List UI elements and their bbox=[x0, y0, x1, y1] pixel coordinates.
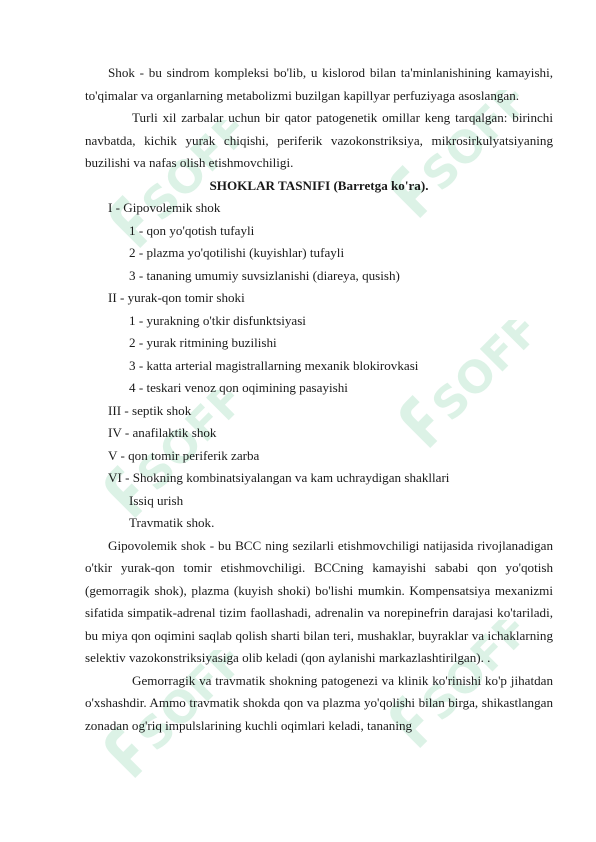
paragraph-intro: Shok - bu sindrom kompleksi bo'lib, u kislorod bilan ta'minlanishining kamayishi, to'qimalar va organlarning metabolizmi buzilgan kapillyar perfuziyaga asoslangan. bbox=[85, 65, 553, 103]
classification-list bbox=[85, 197, 553, 535]
document-body bbox=[85, 62, 553, 737]
class-label: V - qon tomir periferik zarba bbox=[108, 447, 260, 463]
class-label: VI - Shokning kombinatsiyalangan va kam uchraydigan shakllari bbox=[108, 470, 450, 485]
class-subitem: Travmatik shok. bbox=[129, 515, 215, 530]
paragraph-hemorrhagic: Gemorragik va travmatik shokning patogenezi va klinik ko'rinishi ko'p jihatdan o'xshashdir. Ammo travmatik shokda qon va plazma yo'qolishi bilan birga, shikastlangan zonadan og'riq impulslarining kuchli oqimlari keladi, tananing bbox=[85, 672, 553, 733]
class-subitem: 3 - tananing umumiy suvsizlanishi (diareya, qusish) bbox=[129, 267, 400, 283]
svg-text:SOFF: SOFF bbox=[412, 90, 520, 202]
svg-text:SOFF: SOFF bbox=[132, 120, 240, 232]
class-label: II - yurak-qon tomir shoki bbox=[108, 290, 245, 305]
svg-text:SOFF: SOFF bbox=[127, 650, 235, 762]
svg-text:SOFF: SOFF bbox=[127, 390, 235, 502]
class-subitem: 1 - qon yo'qotish tufayli bbox=[129, 222, 255, 238]
paragraph-factors: Turli xil zarbalar uchun bir qator patogenetik omillar keng tarqalgan: birinchi navbatda, kichik yurak chiqishi, periferik vazokonstriksiya, mikrosirkulyatsiyaning buzilishi va nafas olish etishmovchiligi. bbox=[85, 110, 553, 170]
class-subitem: 2 - yurak ritmining buzilishi bbox=[129, 335, 277, 350]
class-label: III - septik shok bbox=[108, 402, 192, 418]
class-subitem: 3 - katta arterial magistrallarning mexanik blokirovkasi bbox=[129, 357, 419, 373]
class-label: I - Gipovolemik shok bbox=[108, 200, 221, 215]
class-subitem: 1 - yurakning o'tkir disfunktsiyasi bbox=[129, 312, 306, 328]
class-subitem: Issiq urish bbox=[129, 492, 184, 508]
class-subitem: 4 - teskari venoz qon oqimining pasayishi bbox=[129, 380, 348, 395]
svg-text:SOFF: SOFF bbox=[412, 620, 520, 732]
classification-heading: SHOKLAR TASNIFI (Barretga ko'ra). bbox=[209, 177, 429, 193]
svg-text:SOFF: SOFF bbox=[422, 320, 530, 432]
class-subitem: 2 - plazma yo'qotilishi (kuyishlar) tufayli bbox=[129, 245, 345, 260]
paragraph-hypovolemic: Gipovolemik shok - bu BCC ning sezilarli etishmovchiligi natijasida rivojlanadigan o'tkir yurak-qon tomir etishmovchiligi. BCCning kamayishi sababi qon yo'qotish (gemorragik shok), plazma (kuyish shoki) bo'lishi mumkin. Kompensatsiya mexanizmi sifatida simpatik-adrenal tizim faollashadi, adrenalin va norepinefrin darajasi ko'tariladi, bu miya qon oqimini saqlab qolish sharti bilan teri, mushaklar, buyraklar va ichaklarning selektiv vazokonstriksiyasiga olib keladi (qon aylanishi markazlashtirilgan). . bbox=[85, 537, 553, 665]
class-label: IV - anafilaktik shok bbox=[108, 425, 217, 440]
